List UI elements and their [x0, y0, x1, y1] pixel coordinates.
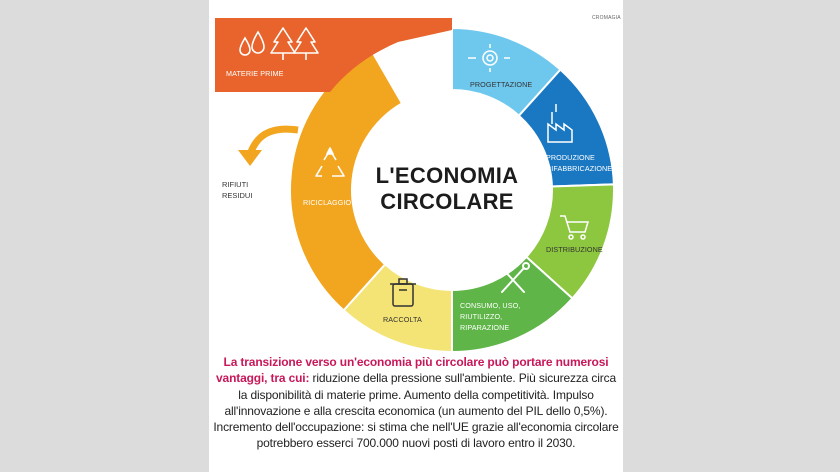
- caption-body: riduzione della pressione sull'ambiente. Più sicurezza circa la disponibilità di materie prime. Aumento della competitività. Impulso all'innovazione e alla crescita economica (un aumento del PIL dello 0,5%). Incremento dell'occupazione: si stima che nell'UE grazie all'economia circolare potrebbero esserci 700.000 nuovi posti di lavoro entro il 2030.: [213, 371, 619, 451]
- credit-text: CROMAGIA: [592, 15, 621, 21]
- recycling-label: RICICLAGGIO: [303, 198, 352, 207]
- residual-label-line1: RIFIUTI: [222, 180, 249, 189]
- caption-lead: La transizione verso un'economia più circolare può portare numerosi vantaggi, tra cui:: [216, 355, 609, 386]
- consumption-label-line1: CONSUMO, USO,: [460, 301, 521, 310]
- design-label: PROGETTAZIONE: [470, 80, 533, 89]
- caption-text: [212, 354, 620, 452]
- consumption-label-line2: RIUTILIZZO,: [460, 312, 503, 321]
- collection-label: RACCOLTA: [383, 315, 422, 324]
- production-label-line2: RIFABBRICAZIONE: [546, 164, 613, 173]
- segment-raw-materials: [215, 18, 452, 92]
- consumption-label-line3: RIPARAZIONE: [460, 323, 510, 332]
- center-title-line2: CIRCOLARE: [380, 189, 514, 214]
- center-title-line1: L'ECONOMIA: [375, 163, 519, 188]
- distribution-label: DISTRIBUZIONE: [546, 245, 603, 254]
- production-label-line1: PRODUZIONE: [546, 153, 595, 162]
- residual-label-line2: RESIDUI: [222, 191, 253, 200]
- raw-materials-label: MATERIE PRIME: [226, 69, 284, 78]
